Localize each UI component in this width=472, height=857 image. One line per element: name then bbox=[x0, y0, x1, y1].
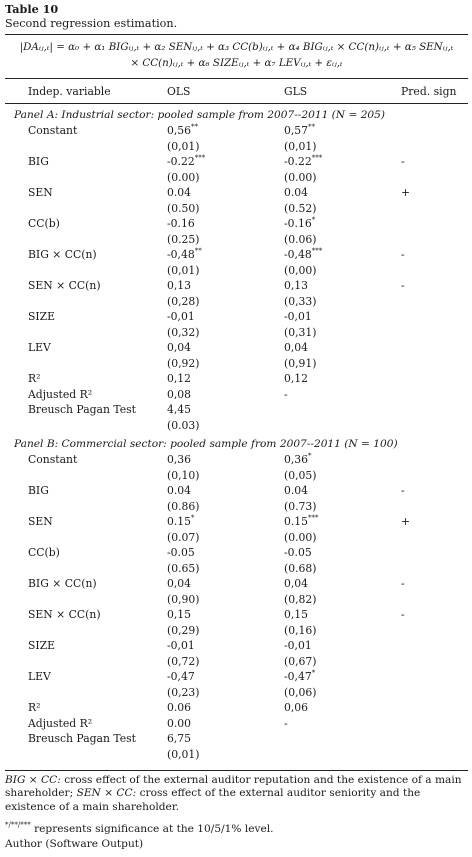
footnote-text-sen-cc: cross effect of the external auditor seniority and the existence of a main shareholder. bbox=[5, 787, 421, 813]
significance-stars: *** bbox=[311, 154, 323, 162]
header-rule bbox=[5, 103, 468, 104]
ols-value bbox=[167, 140, 199, 153]
ols-value bbox=[167, 264, 199, 277]
gls-value bbox=[284, 717, 288, 730]
ols-value bbox=[167, 639, 195, 652]
pred-sign bbox=[401, 577, 405, 590]
gls-value bbox=[284, 639, 312, 652]
gls-value bbox=[284, 593, 316, 606]
row-label bbox=[28, 186, 53, 199]
gls-value bbox=[284, 279, 308, 292]
ols-value bbox=[167, 593, 199, 606]
regression-equation bbox=[5, 39, 468, 71]
pred-sign bbox=[401, 515, 410, 528]
ols-value bbox=[167, 295, 199, 308]
gls-value bbox=[284, 357, 316, 370]
ols-value bbox=[167, 326, 199, 339]
gls-value bbox=[284, 124, 315, 137]
ols-value-text: (0,01) bbox=[167, 263, 200, 277]
ols-value-text: -0.16 bbox=[167, 217, 195, 230]
ols-value-text: (0,01) bbox=[167, 747, 200, 761]
pred-sign bbox=[401, 155, 405, 168]
ols-value-text: (0,32) bbox=[167, 325, 200, 339]
ols-value bbox=[167, 655, 199, 668]
row-label-text: BIG × CC(n) bbox=[28, 577, 97, 590]
pred-sign-text: + bbox=[401, 515, 411, 528]
gls-value bbox=[284, 202, 316, 215]
gls-value-text: (0.00) bbox=[284, 170, 317, 184]
gls-value bbox=[284, 388, 288, 401]
significance-stars: ** bbox=[191, 123, 199, 131]
gls-value-text: (0,31) bbox=[284, 325, 317, 339]
gls-value-text: - bbox=[284, 716, 288, 730]
bottom-rule bbox=[5, 770, 468, 771]
table-source: Author (Software Output) bbox=[5, 838, 144, 850]
gls-value-text: 0.04 bbox=[284, 484, 309, 497]
row-label bbox=[28, 701, 40, 714]
gls-value-text: (0,16) bbox=[284, 623, 317, 637]
row-label-text: R² bbox=[28, 372, 41, 385]
gls-value bbox=[284, 562, 316, 575]
gls-value bbox=[284, 531, 316, 544]
ols-value bbox=[167, 577, 191, 590]
pred-sign-text: - bbox=[401, 484, 405, 497]
gls-value-text: (0,00) bbox=[284, 263, 317, 277]
gls-value-text: -0.16 bbox=[284, 217, 312, 230]
footnote-term-big-cc: BIG × CC: bbox=[5, 774, 61, 786]
ols-value bbox=[167, 531, 199, 544]
gls-value bbox=[284, 248, 322, 261]
equation-line-1: |DAᵢⱼ,ₜ| = α₀ + α₁ BIGᵢⱼ,ₜ + α₂ SENᵢⱼ,ₜ + α₃ CC(b)ᵢⱼ,ₜ + α₄ BIGᵢⱼ,ₜ × CC(n)ᵢⱼ,ₜ + α₅ SENᵢⱼ,ₜ bbox=[19, 41, 454, 53]
ols-value bbox=[167, 310, 195, 323]
significance-stars: *** bbox=[308, 514, 319, 522]
ols-value-text: (0,90) bbox=[167, 592, 200, 606]
row-label bbox=[28, 717, 92, 730]
pred-sign-text: - bbox=[401, 155, 405, 168]
significance-stars: * bbox=[191, 514, 195, 522]
pred-sign-text: + bbox=[401, 186, 411, 199]
ols-value bbox=[167, 217, 195, 230]
ols-value-text: (0,23) bbox=[167, 685, 200, 699]
row-label-text: SIZE bbox=[28, 639, 56, 652]
table-caption bbox=[5, 3, 177, 30]
ols-value bbox=[167, 453, 191, 466]
row-label-text: CC(b) bbox=[28, 546, 60, 559]
ols-value-text: 0,36 bbox=[167, 453, 192, 466]
significance-stars: ** bbox=[194, 247, 202, 255]
gls-value bbox=[284, 171, 316, 184]
row-label bbox=[28, 453, 77, 466]
gls-value-text: (0,33) bbox=[284, 294, 317, 308]
pred-sign-text: - bbox=[401, 577, 405, 590]
gls-value-text: 0,13 bbox=[284, 279, 309, 292]
ols-value bbox=[167, 357, 199, 370]
ols-value-text: 0,13 bbox=[167, 279, 192, 292]
significance-stars: *** bbox=[194, 154, 206, 162]
row-label bbox=[28, 279, 101, 292]
ols-value-text: (0.86) bbox=[167, 499, 200, 513]
significance-stars: * bbox=[311, 216, 316, 224]
ols-value-text: 0.06 bbox=[167, 701, 192, 714]
row-label-text: LEV bbox=[28, 670, 51, 683]
header-ols: OLS bbox=[167, 85, 191, 98]
pred-sign-text: - bbox=[401, 248, 405, 261]
ols-value-text: (0.00) bbox=[167, 170, 200, 184]
row-label bbox=[28, 515, 53, 528]
row-label bbox=[28, 248, 97, 261]
gls-value bbox=[284, 341, 308, 354]
equation-line-2: × CC(n)ᵢⱼ,ₜ + α₆ SIZEᵢⱼ,ₜ + α₇ LEVᵢⱼ,ₜ + εᵢⱼ,ₜ bbox=[130, 57, 343, 69]
gls-value bbox=[284, 264, 316, 277]
ols-value bbox=[167, 403, 191, 416]
row-label-text: SIZE bbox=[28, 310, 56, 323]
ols-value-text: 0,56 bbox=[167, 124, 192, 137]
row-label-text: Adjusted R² bbox=[28, 387, 93, 401]
gls-value-text: (0.68) bbox=[284, 561, 317, 575]
gls-value bbox=[284, 217, 315, 230]
ols-value bbox=[167, 171, 199, 184]
significance-stars: * bbox=[308, 452, 312, 460]
gls-value bbox=[284, 140, 316, 153]
ols-value bbox=[167, 500, 199, 513]
header-indep-variable: Indep. variable bbox=[28, 85, 111, 98]
gls-value-text: 0,12 bbox=[284, 372, 309, 385]
row-label bbox=[28, 577, 97, 590]
ols-value-text: (0,01) bbox=[167, 139, 200, 153]
ols-value bbox=[167, 124, 198, 137]
row-label-text: SEN bbox=[28, 186, 53, 199]
gls-value bbox=[284, 186, 308, 199]
gls-value bbox=[284, 453, 312, 466]
gls-value-text: (0,06) bbox=[284, 685, 317, 699]
ols-value-text: (0.25) bbox=[167, 232, 200, 246]
gls-value bbox=[284, 701, 308, 714]
ols-value-text: -0,48 bbox=[167, 248, 195, 261]
gls-value bbox=[284, 295, 316, 308]
ols-value bbox=[167, 546, 195, 559]
row-label-text: SEN bbox=[28, 515, 53, 528]
gls-value-text: -0.05 bbox=[284, 546, 312, 559]
gls-value-text: -0.22 bbox=[284, 155, 312, 168]
ols-value bbox=[167, 686, 199, 699]
pred-sign bbox=[401, 248, 405, 261]
row-label-text: SEN × CC(n) bbox=[28, 608, 101, 621]
gls-value bbox=[284, 233, 316, 246]
panel-a-title: Panel A: Industrial sector: pooled sample from 2007--2011 (N = 205) bbox=[14, 109, 386, 121]
row-label bbox=[28, 155, 49, 168]
gls-value bbox=[284, 372, 308, 385]
row-label bbox=[28, 403, 136, 416]
gls-value-text: -0,47 bbox=[284, 670, 312, 683]
ols-value bbox=[167, 608, 191, 621]
table-number: Table 10 bbox=[5, 2, 59, 16]
ols-value-text: -0,01 bbox=[167, 639, 195, 652]
gls-value-text: -0,48 bbox=[284, 248, 312, 261]
gls-value bbox=[284, 655, 316, 668]
gls-value bbox=[284, 326, 316, 339]
row-label bbox=[28, 372, 40, 385]
footnote-significance bbox=[5, 823, 467, 836]
ols-value-text: (0,10) bbox=[167, 468, 200, 482]
ols-value bbox=[167, 562, 199, 575]
gls-value-text: (0,01) bbox=[284, 139, 317, 153]
ols-value bbox=[167, 233, 199, 246]
row-label bbox=[28, 484, 49, 497]
ols-value-text: -0,01 bbox=[167, 310, 195, 323]
row-label-text: BIG × CC(n) bbox=[28, 248, 97, 261]
gls-value-text: 0,57 bbox=[284, 124, 309, 137]
ols-value-text: -0,47 bbox=[167, 670, 195, 683]
pred-sign bbox=[401, 608, 405, 621]
row-label-text: R² bbox=[28, 701, 41, 714]
equation-rule bbox=[5, 78, 468, 79]
ols-value bbox=[167, 279, 191, 292]
row-label bbox=[28, 388, 92, 401]
panel-b-title: Panel B: Commercial sector: pooled sample from 2007--2011 (N = 100) bbox=[14, 438, 398, 450]
row-label-text: Breusch Pagan Test bbox=[28, 403, 136, 416]
gls-value bbox=[284, 515, 319, 528]
gls-value-text: - bbox=[284, 387, 288, 401]
gls-value-text: 0.15 bbox=[284, 515, 309, 528]
ols-value bbox=[167, 748, 199, 761]
ols-value bbox=[167, 515, 195, 528]
significance-text: represents significance at the 10/5/1% level. bbox=[30, 823, 274, 835]
row-label bbox=[28, 217, 60, 230]
ols-value-text: 0.00 bbox=[167, 716, 192, 730]
gls-value-text: (0,91) bbox=[284, 356, 317, 370]
row-label-text: Adjusted R² bbox=[28, 716, 93, 730]
pred-sign bbox=[401, 484, 405, 497]
ols-value bbox=[167, 341, 191, 354]
gls-value bbox=[284, 546, 312, 559]
ols-value bbox=[167, 717, 191, 730]
pred-sign-text: - bbox=[401, 608, 405, 621]
ols-value-text: 0,15 bbox=[167, 608, 192, 621]
row-label bbox=[28, 546, 60, 559]
header-pred-sign: Pred. sign bbox=[401, 85, 457, 98]
gls-value-text: (0,05) bbox=[284, 468, 317, 482]
gls-value bbox=[284, 310, 312, 323]
significance-marks: */**/*** bbox=[5, 821, 31, 829]
gls-value bbox=[284, 670, 315, 683]
footnote-definitions bbox=[5, 774, 467, 814]
ols-value bbox=[167, 732, 191, 745]
ols-value bbox=[167, 670, 195, 683]
ols-value bbox=[167, 469, 199, 482]
pred-sign-text: - bbox=[401, 279, 405, 292]
gls-value-text: -0,01 bbox=[284, 310, 312, 323]
gls-value-text: (0.52) bbox=[284, 201, 317, 215]
gls-value bbox=[284, 484, 308, 497]
ols-value bbox=[167, 388, 191, 401]
ols-value-text: 0,04 bbox=[167, 577, 192, 590]
ols-value-text: 0,04 bbox=[167, 341, 192, 354]
row-label bbox=[28, 670, 51, 683]
gls-value bbox=[284, 624, 316, 637]
ols-value-text: 4,45 bbox=[167, 403, 192, 416]
row-label-text: CC(b) bbox=[28, 217, 60, 230]
row-label-text: BIG bbox=[28, 155, 49, 168]
ols-value-text: 0.15 bbox=[167, 515, 192, 528]
significance-stars: * bbox=[311, 669, 316, 677]
gls-value-text: 0,04 bbox=[284, 341, 309, 354]
ols-value-text: (0,29) bbox=[167, 623, 200, 637]
ols-value bbox=[167, 372, 191, 385]
ols-value-text: (0.07) bbox=[167, 530, 200, 544]
gls-value bbox=[284, 500, 316, 513]
row-label bbox=[28, 124, 77, 137]
gls-value bbox=[284, 608, 308, 621]
ols-value-text: (0,72) bbox=[167, 654, 200, 668]
ols-value-text: 0,08 bbox=[167, 387, 192, 401]
significance-stars: *** bbox=[311, 247, 323, 255]
pred-sign bbox=[401, 186, 410, 199]
ols-value-text: (0.50) bbox=[167, 201, 200, 215]
row-label-text: LEV bbox=[28, 341, 51, 354]
ols-value bbox=[167, 186, 191, 199]
top-rule bbox=[5, 34, 468, 35]
gls-value-text: (0.00) bbox=[284, 530, 317, 544]
gls-value-text: 0.04 bbox=[284, 186, 309, 199]
row-label bbox=[28, 639, 55, 652]
row-label bbox=[28, 732, 136, 745]
ols-value-text: 0.04 bbox=[167, 186, 192, 199]
gls-value-text: 0,36 bbox=[284, 453, 309, 466]
gls-value-text: 0,04 bbox=[284, 577, 309, 590]
ols-value-text: (0.03) bbox=[167, 418, 200, 432]
significance-stars: ** bbox=[308, 123, 316, 131]
row-label-text: Constant bbox=[28, 124, 78, 137]
ols-value bbox=[167, 624, 199, 637]
row-label bbox=[28, 341, 51, 354]
gls-value bbox=[284, 577, 308, 590]
footnote-text-big-cc: cross effect of the external auditor reputation and the existence of a main shareholder; bbox=[5, 774, 462, 800]
row-label bbox=[28, 608, 101, 621]
ols-value-text: 6,75 bbox=[167, 732, 192, 745]
table-title: Second regression estimation. bbox=[5, 16, 178, 30]
ols-value bbox=[167, 248, 202, 261]
row-label-text: SEN × CC(n) bbox=[28, 279, 101, 292]
row-label-text: Breusch Pagan Test bbox=[28, 732, 136, 745]
gls-value-text: (0,82) bbox=[284, 592, 317, 606]
ols-value-text: -0.05 bbox=[167, 546, 195, 559]
row-label-text: BIG bbox=[28, 484, 49, 497]
gls-value-text: 0,15 bbox=[284, 608, 309, 621]
ols-value bbox=[167, 701, 191, 714]
footnote-term-sen-cc: SEN × CC: bbox=[76, 787, 137, 800]
row-label bbox=[28, 310, 55, 323]
ols-value-text: 0.04 bbox=[167, 484, 192, 497]
ols-value bbox=[167, 419, 199, 432]
ols-value-text: -0.22 bbox=[167, 155, 195, 168]
ols-value bbox=[167, 202, 199, 215]
header-gls: GLS bbox=[284, 85, 308, 98]
pred-sign bbox=[401, 279, 405, 292]
gls-value-text: (0.73) bbox=[284, 499, 317, 513]
row-label-text: Constant bbox=[28, 453, 78, 466]
gls-value bbox=[284, 686, 316, 699]
ols-value bbox=[167, 484, 191, 497]
gls-value bbox=[284, 155, 322, 168]
ols-value-text: (0.65) bbox=[167, 561, 200, 575]
ols-value-text: (0,92) bbox=[167, 356, 200, 370]
ols-value-text: 0,12 bbox=[167, 372, 192, 385]
gls-value-text: 0,06 bbox=[284, 701, 309, 714]
gls-value-text: (0.06) bbox=[284, 232, 317, 246]
gls-value-text: -0,01 bbox=[284, 639, 312, 652]
ols-value-text: (0,28) bbox=[167, 294, 200, 308]
gls-value bbox=[284, 469, 316, 482]
gls-value-text: (0,67) bbox=[284, 654, 317, 668]
ols-value bbox=[167, 155, 205, 168]
